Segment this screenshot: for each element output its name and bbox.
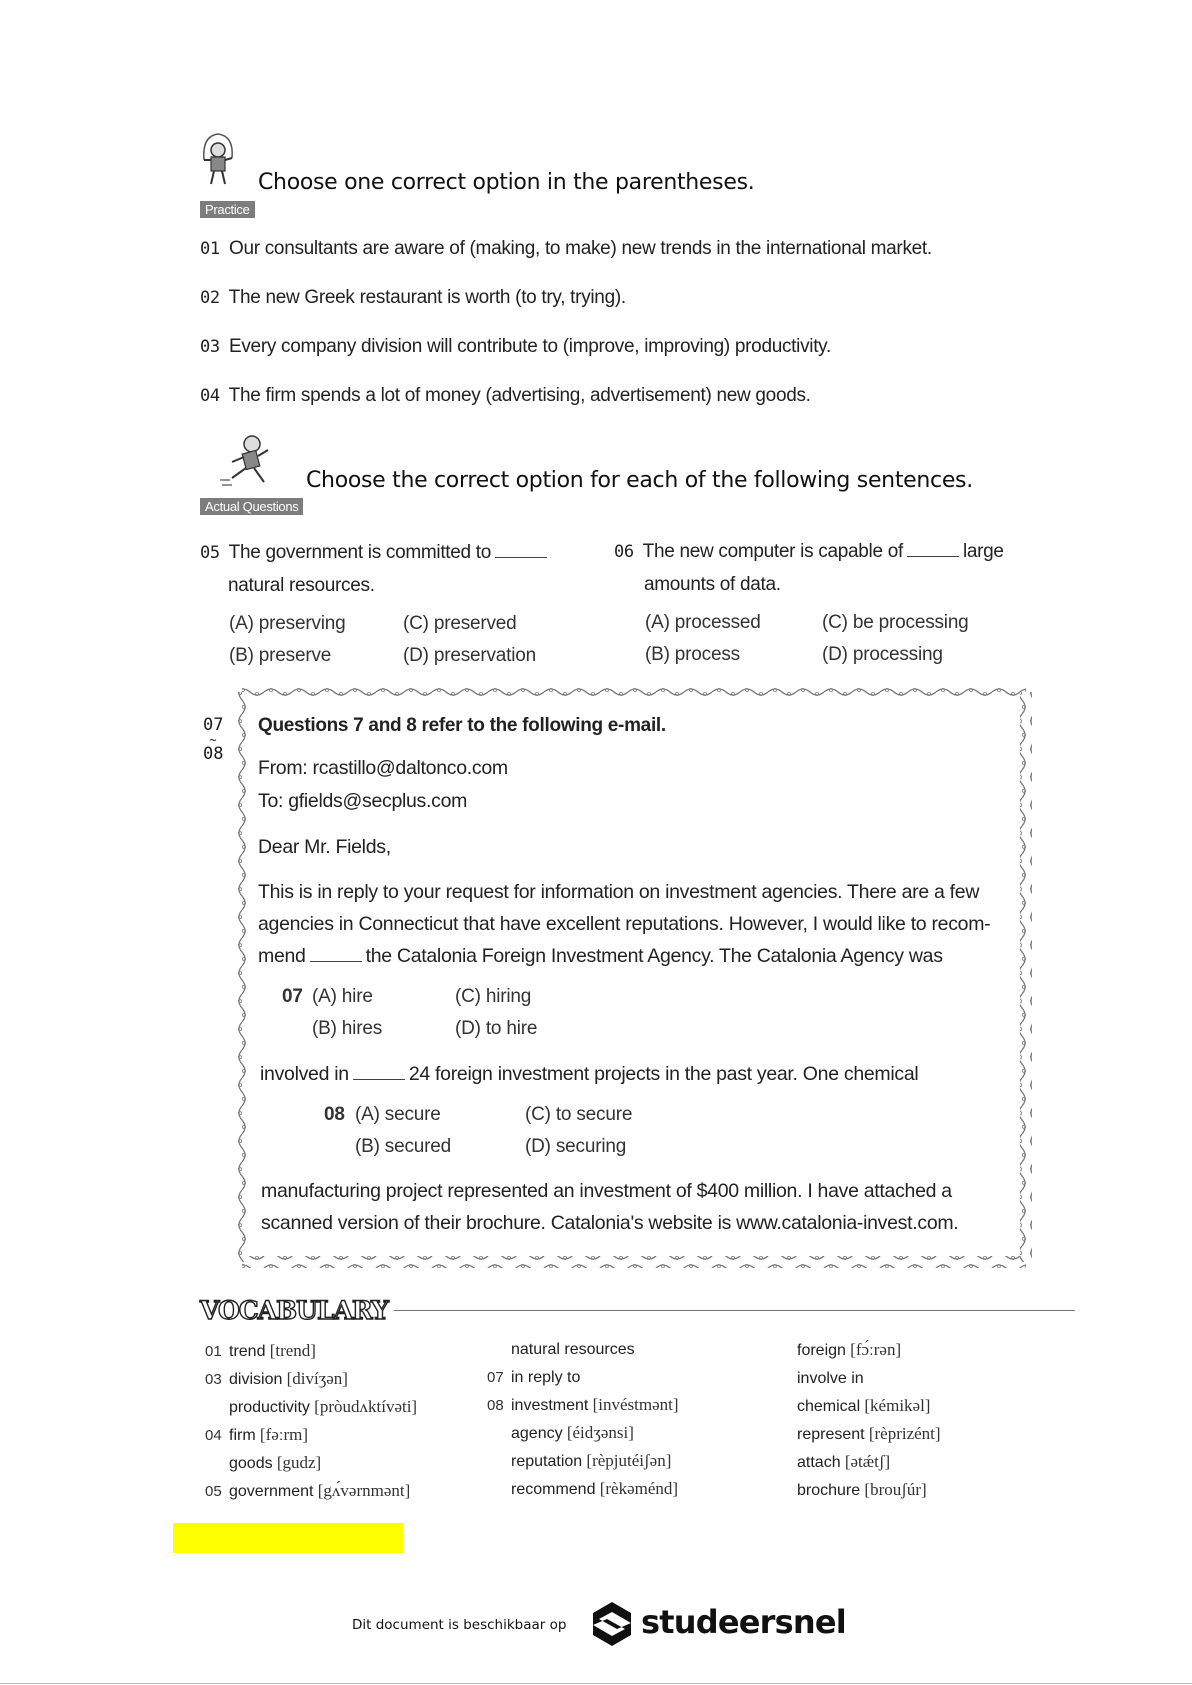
option-b[interactable]: (B) secured [355, 1136, 452, 1157]
studeersnel-brand[interactable]: studeersnel [641, 1603, 846, 1641]
line-end: 24 foreign investment projects in the past year. One chemical [408, 1063, 919, 1085]
vocab-entry: foreign [fɔ́ːrən] [797, 1340, 902, 1359]
option-c[interactable]: (C) to secure [525, 1104, 633, 1125]
answer-blank [495, 543, 547, 558]
email-intro: Questions 7 and 8 refer to the following e-mail. [258, 715, 666, 736]
option-b[interactable]: (B) preserve [229, 645, 332, 666]
question-number: 06 [614, 542, 634, 562]
vocab-entry: chemical [kémikəl] [797, 1396, 931, 1415]
jump-rope-character-icon [198, 130, 244, 190]
practice-item [200, 238, 932, 260]
item-number: 04 [200, 386, 220, 406]
question-06 [614, 541, 1004, 563]
option-c[interactable]: (C) preserved [403, 613, 517, 634]
option-d[interactable]: (D) securing [525, 1136, 627, 1157]
practice-badge: Practice [200, 201, 255, 218]
vocab-entry: 01 trend [trend] [205, 1341, 316, 1360]
vocab-entry: involve in [797, 1370, 864, 1387]
email-paragraph-line [258, 945, 943, 968]
vocab-entry: 07 in reply to [487, 1369, 581, 1386]
option-a[interactable]: (A) hire [312, 986, 373, 1007]
vocab-entry: reputation [rèpjutéiʃən] [511, 1451, 672, 1470]
practice-item [200, 385, 811, 407]
vocab-entry: brochure [brouʃúr] [797, 1480, 927, 1499]
range-tilde: ~ [209, 733, 217, 747]
option-d[interactable]: (D) processing [822, 644, 943, 665]
answer-blank-08 [353, 1065, 405, 1080]
item-text: The new Greek restaurant is worth (to try, trying). [228, 287, 626, 308]
studeersnel-logo-icon[interactable] [587, 1599, 637, 1649]
item-number: 02 [200, 288, 220, 308]
email-paragraph-line: scanned version of their brochure. Catalonia's website is www.catalonia-invest.com. [261, 1212, 959, 1234]
vocab-entry: 05 government [gʌ́vərnmənt] [205, 1481, 411, 1500]
practice-item [200, 287, 626, 309]
line-start: mend [258, 945, 306, 967]
line-start: involved in [260, 1063, 349, 1085]
question-text-end: large [962, 541, 1004, 562]
option-b[interactable]: (B) process [645, 644, 740, 665]
option-d[interactable]: (D) preservation [403, 645, 537, 666]
email-paragraph-line: This is in reply to your request for information on investment agencies. There are a few [258, 881, 980, 903]
vocab-entry: recommend [rèkəménd] [511, 1479, 679, 1498]
page-edge [0, 1683, 1192, 1684]
vocab-entry: attach [ətǽtʃ] [797, 1452, 891, 1471]
item-number: 03 [200, 337, 220, 357]
vocab-entry: natural resources [511, 1341, 635, 1358]
actual-heading: Choose the correct option for each of the following sentences. [306, 468, 973, 493]
practice-item [200, 336, 831, 358]
vocab-entry: 08 investment [invéstmənt] [487, 1395, 679, 1414]
email-greeting: Dear Mr. Fields, [258, 836, 391, 858]
practice-heading: Choose one correct option in the parentheses. [258, 170, 755, 195]
vocabulary-title: VOCABULARY [200, 1296, 394, 1325]
question-number-08: 08 [324, 1104, 345, 1125]
question-text: The new computer is capable of [642, 541, 903, 562]
answer-blank-07 [310, 947, 362, 962]
option-a[interactable]: (A) preserving [229, 613, 346, 634]
email-paragraph-line: agencies in Connecticut that have excellent reputations. However, I would like to recom- [258, 913, 991, 935]
vocab-entry: 04 firm [fəːrm] [205, 1425, 309, 1444]
footer-available-text: Dit document is beschikbaar op [352, 1617, 567, 1633]
option-a[interactable]: (A) processed [645, 612, 761, 633]
running-character-icon [218, 432, 280, 494]
range-start: 07 [203, 715, 224, 735]
option-c[interactable]: (C) hiring [455, 986, 532, 1007]
item-text: Our consultants are aware of (making, to make) new trends in the international market. [228, 238, 932, 259]
item-number: 01 [200, 239, 220, 259]
range-end: 08 [203, 744, 224, 764]
email-paragraph-line: manufacturing project represented an investment of $400 million. I have attached a [261, 1180, 952, 1202]
vocab-entry: productivity [pròudʌktívəti] [229, 1397, 418, 1416]
vocab-entry: 03 division [divíʒən] [205, 1369, 348, 1388]
option-a[interactable]: (A) secure [355, 1104, 441, 1125]
question-06-line2: amounts of data. [644, 574, 781, 595]
highlight-block [173, 1523, 403, 1553]
email-to: To: gfields@secplus.com [258, 790, 468, 812]
email-paragraph-line [260, 1063, 918, 1086]
question-range-label [203, 716, 223, 764]
question-number-07: 07 [282, 986, 303, 1007]
question-number: 05 [200, 543, 220, 563]
actual-questions-badge: Actual Questions [200, 498, 303, 515]
vocab-entry: goods [gudz] [229, 1453, 322, 1472]
option-c[interactable]: (C) be processing [822, 612, 969, 633]
vocab-entry: agency [éidʒənsi] [511, 1423, 634, 1442]
item-text: The firm spends a lot of money (advertising, advertisement) new goods. [228, 385, 811, 406]
option-d[interactable]: (D) to hire [455, 1018, 538, 1039]
question-05 [200, 542, 551, 564]
question-text: The government is committed to [228, 542, 492, 563]
item-text: Every company division will contribute to (improve, improving) productivity. [228, 336, 831, 357]
email-from: From: rcastillo@daltonco.com [258, 757, 508, 779]
question-05-line2: natural resources. [228, 575, 375, 596]
line-end: the Catalonia Foreign Investment Agency. The Catalonia Agency was [365, 945, 943, 967]
option-b[interactable]: (B) hires [312, 1018, 382, 1039]
vocab-entry: represent [rèprizént] [797, 1424, 941, 1443]
answer-blank [907, 542, 959, 557]
